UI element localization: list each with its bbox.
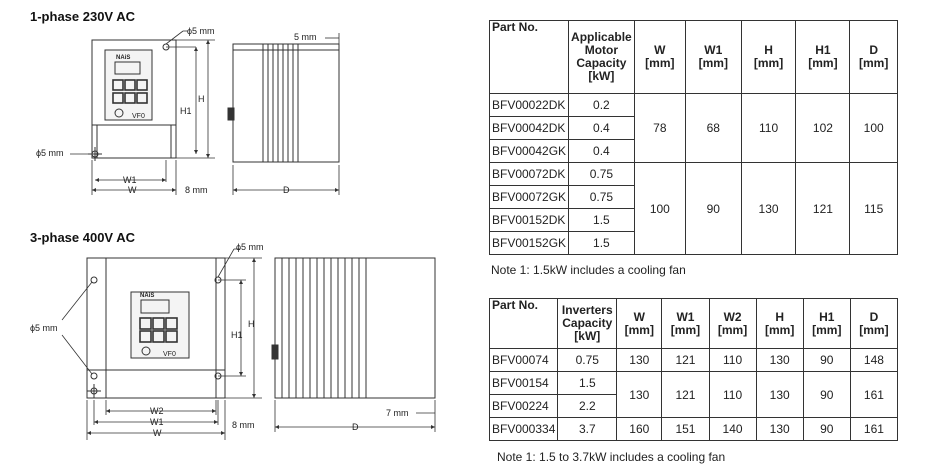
d-cell: 148 [850,349,897,372]
d-cell: 100 [850,94,898,163]
table-row [490,349,898,372]
spec-table-3phase [489,298,898,441]
capacity-cell: 1.5 [569,232,635,255]
section-title-1phase: 1-phase 230V AC [30,9,136,24]
capacity-cell: 0.4 [569,117,635,140]
h1-cell: 90 [803,418,850,441]
h1-label-2: H1 [231,330,243,340]
col-header-w: W [mm] [634,21,685,94]
table-header-row [490,299,898,349]
col-header-part-no: Part No. [490,299,558,349]
capacity-cell: 0.75 [569,163,635,186]
col-header-h1: H1 [mm] [796,21,850,94]
part-no-cell: BFV00152GK [490,232,569,255]
w1-label-2: W1 [150,417,164,427]
table-row [490,94,898,117]
hole-label-1: ϕ5 mm [187,26,215,36]
w-label-2: W [153,428,162,438]
part-no-cell: BFV00074 [490,349,558,372]
h1-cell: 121 [796,163,850,255]
col-header-w: W [mm] [617,299,662,349]
d-cell: 161 [850,372,897,418]
capacity-cell: 0.75 [558,349,617,372]
part-no-cell: BFV00022DK [490,94,569,117]
col-header-w1: W1 [mm] [662,299,709,349]
capacity-cell: 0.2 [569,94,635,117]
w1-cell: 68 [685,94,741,163]
w-label-1: W [128,185,137,195]
d-cell: 115 [850,163,898,255]
h-cell: 110 [741,94,796,163]
w1-cell: 151 [662,418,709,441]
table-row [490,418,898,441]
col-header-d: D [mm] [850,21,898,94]
w-cell: 130 [617,372,662,418]
part-no-cell: BFV000334 [490,418,558,441]
capacity-cell: 0.4 [569,140,635,163]
part-no-cell: BFV00042GK [490,140,569,163]
table-note-1: Note 1: 1.5kW includes a cooling fan [491,263,686,277]
side-view-1phase [228,44,339,162]
d-cell: 161 [850,418,897,441]
table-note-2: Note 1: 1.5 to 3.7kW includes a cooling fan [497,450,726,464]
d-label-2: D [352,422,359,432]
side-view-3phase [272,258,435,398]
w-cell: 78 [634,94,685,163]
section-title-3phase: 3-phase 400V AC [30,230,136,245]
h-cell: 130 [756,418,803,441]
part-no-cell: BFV00224 [490,395,558,418]
h-label-1: H [198,94,205,104]
d-label-1: D [283,185,290,195]
table-row [490,372,898,395]
w1-label-1: W1 [123,175,137,185]
table-row [490,163,898,186]
w1-cell: 121 [662,349,709,372]
gap-label-2: 7 mm [386,408,409,418]
panel-model-1: VF0 [132,113,145,120]
h1-label-1: H1 [180,106,192,116]
hole-left-label-2: ϕ5 mm [30,323,58,333]
part-no-cell: BFV00042DK [490,117,569,140]
panel-model-2: VF0 [163,351,176,358]
h-label-2: H [248,319,255,329]
capacity-cell: 1.5 [569,209,635,232]
w1-cell: 90 [685,163,741,255]
table-header-row [490,21,898,94]
h1-cell: 90 [803,372,850,418]
h-cell: 130 [756,372,803,418]
w-cell: 130 [617,349,662,372]
col-header-capacity: Inverters Capacity [kW] [558,299,617,349]
col-header-w2: W2 [mm] [709,299,756,349]
front-view-1phase [88,40,176,161]
w-cell: 100 [634,163,685,255]
w-cell: 160 [617,418,662,441]
part-no-cell: BFV00154 [490,372,558,395]
w1-cell: 121 [662,372,709,418]
col-header-capacity: Applicable Motor Capacity [kW] [569,21,635,94]
col-header-h: H [mm] [741,21,796,94]
panel-brand-1: NAiS [116,55,131,61]
panel-brand-2: NAiS [140,293,155,299]
spec-table-1phase [489,20,898,255]
capacity-cell: 3.7 [558,418,617,441]
col-header-d: D [mm] [850,299,897,349]
part-no-cell: BFV00072DK [490,163,569,186]
col-header-part-no: Part No. [490,21,569,94]
side-dims-1phase [233,33,339,195]
part-no-cell: BFV00152DK [490,209,569,232]
w2-cell: 110 [709,372,756,418]
gap-label-1: 5 mm [294,32,317,42]
w2-cell: 140 [709,418,756,441]
hole-left-label-1: ϕ5 mm [36,148,64,158]
col-header-h1: H1 [mm] [803,299,850,349]
h1-cell: 90 [803,349,850,372]
w2-cell: 110 [709,349,756,372]
offset-label-2: 8 mm [232,420,255,430]
col-header-h: H [mm] [756,299,803,349]
offset-label-1: 8 mm [185,185,208,195]
capacity-cell: 1.5 [558,372,617,395]
h-cell: 130 [741,163,796,255]
h1-cell: 102 [796,94,850,163]
h-cell: 130 [756,349,803,372]
col-header-w1: W1 [mm] [685,21,741,94]
w2-label-2: W2 [150,406,164,416]
hole-label-2: ϕ5 mm [236,242,264,252]
capacity-cell: 0.75 [569,186,635,209]
part-no-cell: BFV00072GK [490,186,569,209]
front-view-3phase [87,258,225,398]
capacity-cell: 2.2 [558,395,617,418]
